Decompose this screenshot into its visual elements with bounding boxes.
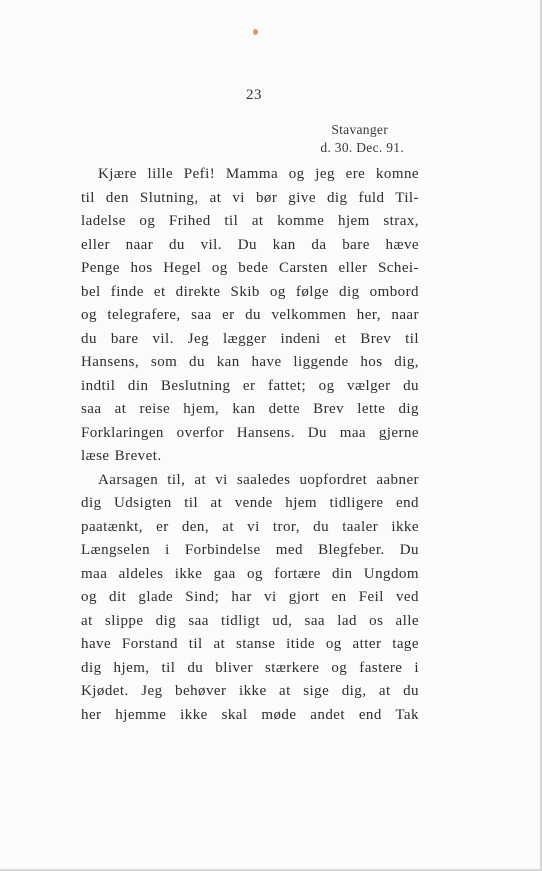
body-line: Kjødet. Jeg behøver ikke at sige dig, at du xyxy=(81,683,419,699)
body-line: til den Slutning, at vi bør give dig fuld Til- xyxy=(81,189,419,206)
body-line: Aarsagen til, at vi saaledes uopfordret aabner xyxy=(98,471,419,488)
page-number: 23 xyxy=(246,87,262,103)
body-line: paatænkt, er den, at vi tror, du taaler ikke xyxy=(81,518,419,535)
body-line: indtil din Beslutning er fattet; og vælger du xyxy=(81,377,419,394)
body-line: eller naar du vil. Du kan da bare hæve xyxy=(81,236,419,253)
body-line: maa aldeles ikke gaa og fortære din Ungdom xyxy=(81,565,419,582)
body-line: her hjemme ikke skal møde andet end Tak xyxy=(81,706,419,723)
body-line: saa at reise hjem, kan dette Brev lette dig xyxy=(81,401,419,417)
body-line: at slippe dig saa tidligt ud, saa lad os alle xyxy=(81,612,419,629)
letter-date: d. 30. Dec. 91. xyxy=(320,140,404,155)
body-line: Længselen i Forbindelse med Blegfeber. Du xyxy=(81,542,419,558)
letter-body xyxy=(81,163,419,727)
letter-place: Stavanger xyxy=(331,122,388,137)
ink-spot xyxy=(253,29,258,35)
body-line: du bare vil. Jeg lægger indeni et Brev til xyxy=(81,330,419,347)
body-line: og dit glade Sind; har vi gjort en Feil ved xyxy=(81,589,419,605)
body-line: Kjære lille Pefi! Mamma og jeg ere komne xyxy=(98,166,419,182)
body-line: ladelse og Frihed til at komme hjem strax, xyxy=(81,213,419,229)
body-line: Penge hos Hegel og bede Carsten eller Schei- xyxy=(81,260,419,276)
body-line: Forklaringen overfor Hansens. Du maa gjerne xyxy=(81,424,419,441)
body-line: Hansens, som du kan have liggende hos dig, xyxy=(81,354,419,370)
body-line: dig Udsigten til at vende hjem tidligere end xyxy=(81,495,419,511)
body-line: og telegrafere, saa er du velkommen her, naar xyxy=(81,307,419,323)
body-line: have Forstand til at stanse itide og atter tage xyxy=(81,636,419,652)
body-line: læse Brevet. xyxy=(81,448,162,464)
body-line: bel finde et direkte Skib og følge dig ombord xyxy=(81,283,419,300)
body-line: dig hjem, til du bliver stærkere og fastere i xyxy=(81,659,419,676)
